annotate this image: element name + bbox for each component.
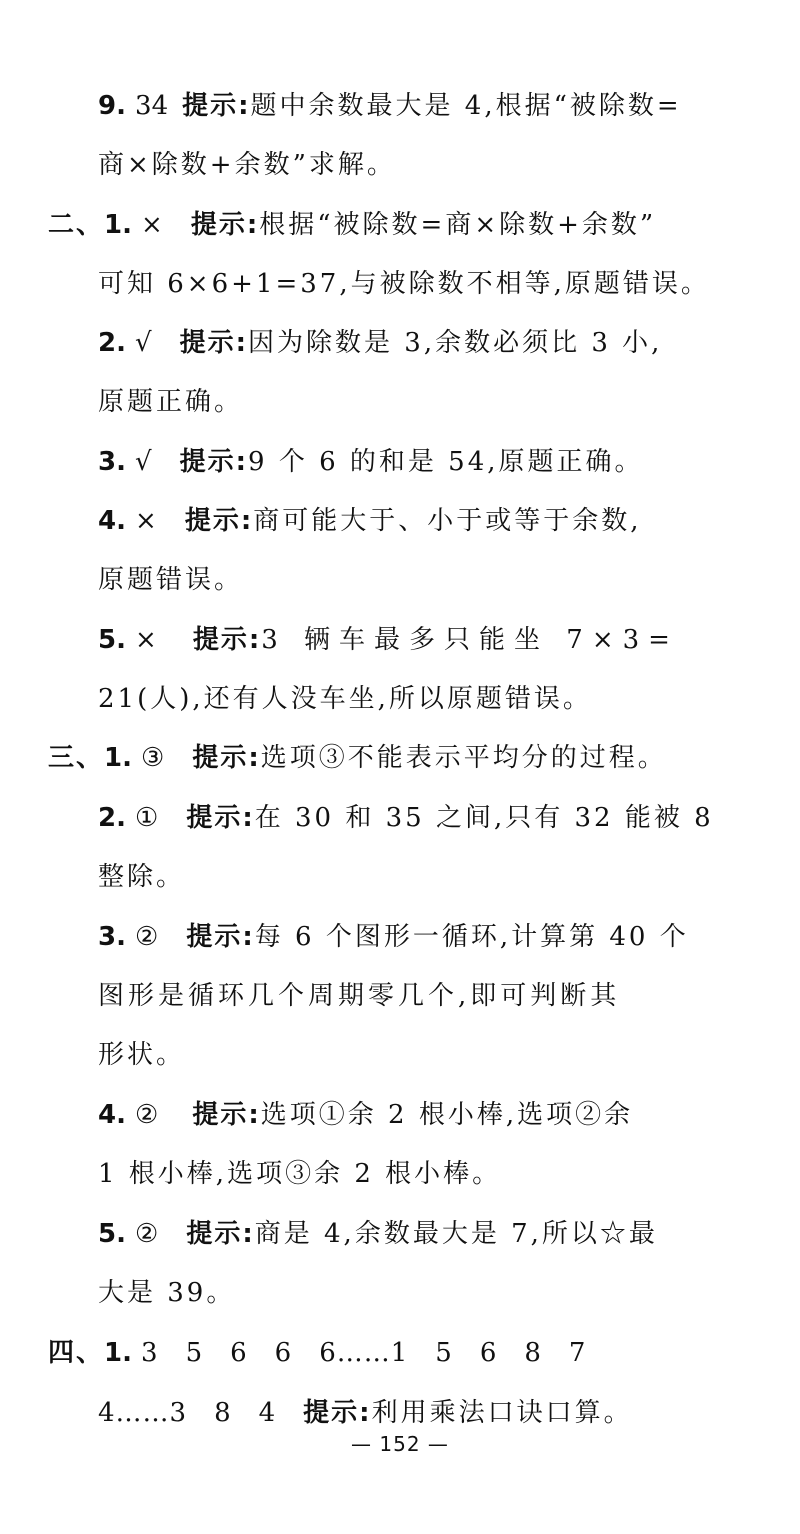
answer-line [98,966,800,1026]
hint-text: 1 根小棒,选项③余 2 根小棒。 [98,1159,502,1189]
hint-label: 提示: [192,625,262,655]
hint-text: 商×除数+余数”求解。 [98,150,396,180]
answer-line [98,372,800,432]
answer-line [98,1025,800,1085]
answer-value: ② [135,922,159,952]
hint-text: 根据“被除数=商×除数+余数” [259,210,657,240]
section-number: 二、 [48,210,105,240]
answer-line [98,788,800,848]
answer-values: 4……3 8 4 [98,1398,304,1428]
item-number: 1. [104,1338,142,1368]
hint-text: 可知 6×6+1=37,与被除数不相等,原题错误。 [98,269,710,299]
hint-label: 提示: [184,506,254,536]
hint-text: 每 6 个图形一循环,计算第 40 个 [254,922,689,952]
section-number: 三、 [48,743,105,773]
answer-line [48,728,800,788]
hint-text: 形状。 [98,1040,186,1070]
answer-line [98,610,800,670]
answer-values: 3 5 6 6 6……1 5 6 8 7 [141,1338,587,1368]
answer-value: 34 [135,91,169,121]
answer-line [98,1144,800,1204]
hint-text: 图形是循环几个周期零几个,即可判断其 [98,981,621,1011]
answer-line [98,135,800,195]
answer-line [98,1085,800,1145]
answer-value: ① [135,803,159,833]
answer-value: × [135,625,157,655]
answer-line [98,1204,800,1264]
answer-value: √ [135,447,152,477]
hint-label: 提示: [186,803,255,833]
item-number: 3. [98,922,136,952]
section-number: 四、 [48,1338,105,1368]
hint-text: 利用乘法口诀口算。 [371,1398,633,1428]
item-number: 4. [98,506,136,536]
answer-line [98,432,800,492]
hint-text: 原题正确。 [98,387,244,417]
answer-line [98,907,800,967]
hint-text: 大是 39。 [98,1278,236,1308]
answer-line [48,195,800,255]
hint-text: 商是 4,余数最大是 7,所以☆最 [254,1219,658,1249]
answer-value: ② [135,1219,159,1249]
hint-text: 选项①余 2 根小棒,选项②余 [260,1100,634,1130]
answer-value: ② [135,1100,159,1130]
hint-label: 提示: [186,922,255,952]
item-number: 1. [104,743,142,773]
answer-line [98,669,800,729]
answer-line [98,313,800,373]
hint-text: 因为除数是 3,余数必须比 3 小, [248,328,663,358]
answer-line [98,1263,800,1323]
hint-text: 21(人),还有人没车坐,所以原题错误。 [98,684,592,714]
hint-text: 9 个 6 的和是 54,原题正确。 [248,447,644,477]
hint-label: 提示: [190,210,260,240]
hint-label: 提示: [192,1100,261,1130]
item-number: 1. [104,210,142,240]
answer-line [98,491,800,551]
hint-text: 商可能大于、小于或等于余数, [253,506,642,536]
answer-line [98,550,800,610]
hint-label: 提示: [179,447,249,477]
answer-line [98,254,800,314]
item-number: 5. [98,625,136,655]
item-number: 4. [98,1100,136,1130]
item-number: 5. [98,1219,136,1249]
answer-line [98,76,800,136]
answer-line [98,847,800,907]
item-number: 3. [98,447,136,477]
answer-line [48,1323,800,1383]
hint-label: 提示: [182,91,251,121]
hint-label: 提示: [303,1398,372,1428]
hint-text: 题中余数最大是 4,根据“被除数= [250,91,682,121]
item-number: 9. [98,91,136,121]
answer-value: √ [135,328,152,358]
hint-text: 3 辆车最多只能坐 7×3= [261,625,679,655]
answer-value: × [135,506,157,536]
hint-text: 整除。 [98,862,186,892]
page-number: — 152 — [351,1432,449,1456]
answer-value: × [141,210,163,240]
hint-text: 选项③不能表示平均分的过程。 [260,743,667,773]
hint-label: 提示: [192,743,261,773]
hint-text: 原题错误。 [98,565,244,595]
answer-value: ③ [141,743,165,773]
hint-text: 在 30 和 35 之间,只有 32 能被 8 [254,803,714,833]
hint-label: 提示: [179,328,249,358]
hint-label: 提示: [186,1219,255,1249]
item-number: 2. [98,803,136,833]
item-number: 2. [98,328,136,358]
